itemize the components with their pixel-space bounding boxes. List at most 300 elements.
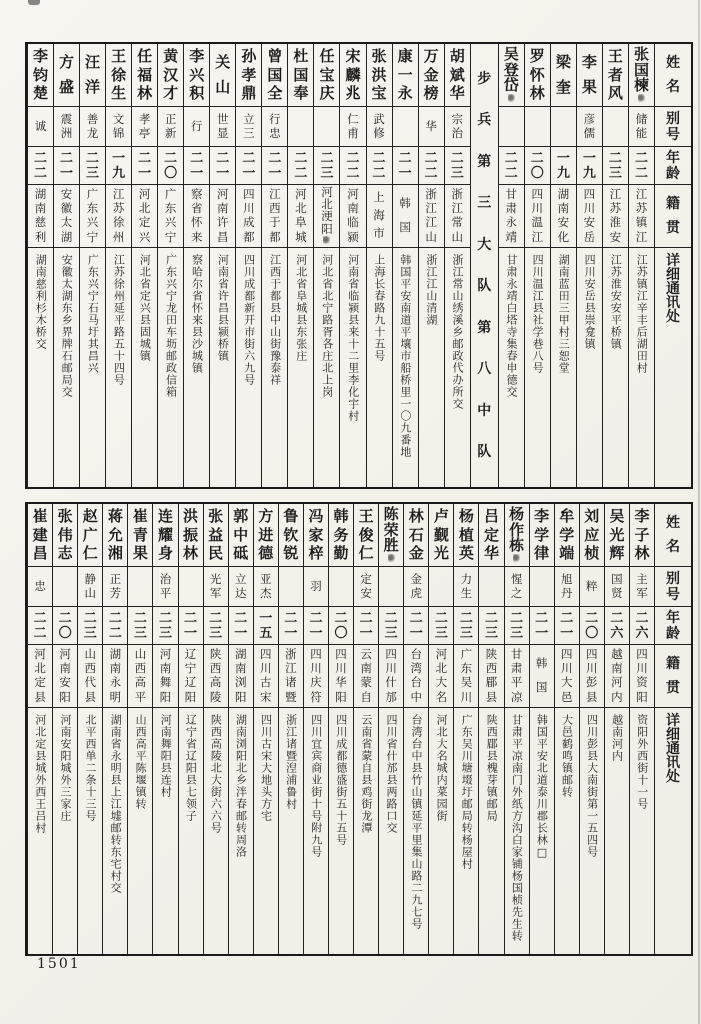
glyph: 代 xyxy=(84,675,96,690)
glyph: 锦 xyxy=(112,125,125,140)
glyph: 二 xyxy=(535,610,549,626)
glyph: 三 xyxy=(83,625,97,641)
glyph: 方 xyxy=(258,507,274,526)
glyph: 城 xyxy=(295,229,307,244)
glyph: 二 xyxy=(434,610,448,626)
glyph: 二 xyxy=(635,610,649,626)
glyph: 川 xyxy=(560,661,573,676)
glyph: 果 xyxy=(132,543,148,562)
person-name xyxy=(404,504,428,566)
glyph: 国 xyxy=(535,680,548,695)
person-column xyxy=(157,44,183,487)
person-name xyxy=(210,44,235,106)
glyph: 修 xyxy=(373,125,385,140)
glyph: 三 xyxy=(608,165,622,181)
person-alias xyxy=(479,566,503,606)
glyph: 二 xyxy=(450,150,464,166)
person-column xyxy=(554,504,579,954)
person-address-text: 广东吴川塘㙍圩邮局转杨屋村 xyxy=(460,714,474,870)
person-column xyxy=(579,504,604,954)
person-origin xyxy=(577,184,602,247)
glyph: 河 xyxy=(217,186,229,201)
glyph: 奉 xyxy=(293,83,309,102)
person-address-text: 河北省定兴县固城镇 xyxy=(138,254,152,362)
glyph: 二 xyxy=(610,610,624,626)
glyph: 利 xyxy=(34,229,47,244)
person-address xyxy=(630,707,654,954)
glyph: 建 xyxy=(32,525,48,544)
glyph: 县 xyxy=(586,689,598,704)
glyph: 山 xyxy=(425,229,437,244)
glyph: 达 xyxy=(234,585,247,600)
glyph: 处 xyxy=(666,769,680,785)
glyph: 李 xyxy=(634,507,650,526)
person-alias xyxy=(132,106,157,146)
person-address-text: 河北大名城内菜园街 xyxy=(435,714,449,822)
person-alias xyxy=(106,106,131,146)
glyph: 河 xyxy=(159,646,172,661)
person-alias xyxy=(329,566,353,606)
glyph: 湖 xyxy=(60,229,73,244)
person-alias xyxy=(236,106,261,146)
person-origin xyxy=(158,184,183,247)
roster-table-top xyxy=(25,42,693,489)
glyph: 诸 xyxy=(285,675,297,690)
person-address xyxy=(254,707,278,954)
person-age xyxy=(132,146,157,184)
glyph: 洪 xyxy=(371,65,387,84)
glyph: 高 xyxy=(209,675,222,690)
person-name xyxy=(262,44,287,106)
person-alias xyxy=(551,106,576,146)
person-address xyxy=(367,247,392,487)
glyph: 光 xyxy=(609,525,625,544)
glyph: 资 xyxy=(636,675,648,690)
glyph: 广 xyxy=(460,646,473,661)
person-name xyxy=(580,504,604,566)
glyph: 河 xyxy=(59,646,71,661)
glyph: 洲 xyxy=(60,125,73,140)
glyph: 王 xyxy=(358,507,374,526)
person-origin xyxy=(555,644,579,707)
glyph: 北 xyxy=(34,661,46,676)
glyph: 定 xyxy=(483,525,499,544)
glyph: 立 xyxy=(243,112,255,126)
person-origin xyxy=(153,644,177,707)
glyph: 西 xyxy=(209,661,222,676)
glyph: 贤 xyxy=(611,585,623,600)
glyph: 太 xyxy=(60,215,73,230)
glyph: 二 xyxy=(294,150,308,166)
glyph: 锐 xyxy=(283,543,299,562)
person-origin xyxy=(236,184,261,247)
glyph: 二 xyxy=(634,165,648,181)
glyph: 中 xyxy=(233,525,249,544)
person-column xyxy=(550,44,576,487)
person-column xyxy=(102,504,127,954)
person-alias xyxy=(445,106,470,146)
glyph: 淮 xyxy=(609,215,622,230)
glyph: 〇 xyxy=(530,165,544,181)
person-origin xyxy=(204,644,228,707)
person-column xyxy=(378,504,403,954)
glyph: 一 xyxy=(59,165,73,181)
glyph: 平 xyxy=(134,689,147,704)
glyph: 四 xyxy=(243,186,255,201)
person-name xyxy=(184,44,209,106)
person-address xyxy=(236,247,261,487)
glyph: 中 xyxy=(477,402,492,419)
glyph: 苏 xyxy=(635,201,648,216)
glyph: 二 xyxy=(504,165,518,181)
glyph: 定 xyxy=(360,572,372,586)
glyph: 山 xyxy=(84,646,96,661)
glyph: 孝 xyxy=(241,65,257,84)
glyph: 成 xyxy=(243,215,255,230)
glyph: 籍 xyxy=(666,195,680,212)
person-column xyxy=(178,504,203,954)
glyph: 忠 xyxy=(269,125,281,140)
glyph: 华 xyxy=(449,83,465,102)
glyph: 县 xyxy=(485,689,498,704)
person-column xyxy=(127,504,152,954)
person-origin xyxy=(419,184,444,247)
person-age xyxy=(314,146,339,184)
glyph: 四 xyxy=(310,646,322,661)
glyph: 河 xyxy=(295,186,307,201)
person-address-text: 北平西单二条十三号 xyxy=(84,714,98,822)
glyph: 孝 xyxy=(138,112,151,126)
glyph: 宋 xyxy=(260,689,272,704)
glyph: 苏 xyxy=(112,201,125,216)
person-name xyxy=(28,504,52,566)
person-age xyxy=(445,146,470,184)
glyph: 南 xyxy=(360,661,372,676)
glyph: 林 xyxy=(183,543,199,562)
glyph: 一 xyxy=(242,165,256,181)
glyph: 通 xyxy=(666,281,680,297)
glyph: 国 xyxy=(611,572,623,586)
person-name xyxy=(499,44,524,106)
glyph: 永 xyxy=(109,675,122,690)
glyph: 许 xyxy=(217,215,229,230)
person-name xyxy=(254,504,278,566)
person-age xyxy=(53,606,77,644)
glyph: 广 xyxy=(86,186,99,201)
glyph: 楚 xyxy=(32,83,48,102)
person-column xyxy=(313,44,339,487)
person-origin xyxy=(314,184,339,247)
glyph: 三 xyxy=(484,625,498,641)
person-column xyxy=(253,504,278,954)
person-age xyxy=(106,146,131,184)
annotation-mark xyxy=(323,236,330,245)
glyph: 诚 xyxy=(34,118,47,133)
person-address xyxy=(525,247,550,487)
header-alias xyxy=(655,106,691,146)
glyph: 立 xyxy=(234,572,247,586)
person-age xyxy=(329,606,353,644)
glyph: 之 xyxy=(510,585,523,600)
person-age xyxy=(525,146,550,184)
person-origin xyxy=(103,644,127,707)
page-number: 1501 xyxy=(37,956,81,972)
person-alias xyxy=(128,566,152,606)
person-age xyxy=(429,606,453,644)
glyph: 刘 xyxy=(584,507,600,526)
glyph: 山 xyxy=(215,77,231,96)
person-column xyxy=(27,504,52,954)
glyph: 川 xyxy=(460,689,473,704)
glyph: 一 xyxy=(535,625,549,641)
glyph: 云 xyxy=(360,646,372,661)
person-column xyxy=(604,504,629,954)
person-name xyxy=(629,44,654,106)
glyph: 安 xyxy=(609,229,622,244)
person-alias xyxy=(179,566,203,606)
person-address xyxy=(288,247,313,487)
glyph: 二 xyxy=(309,610,323,626)
glyph: 林 xyxy=(634,543,650,562)
glyph: 西 xyxy=(84,661,96,676)
person-age xyxy=(229,606,253,644)
glyph: 年 xyxy=(666,609,680,626)
person-origin xyxy=(28,184,53,247)
person-address-text: 江苏镇江辛丰后湖田村 xyxy=(635,254,649,374)
person-address-text: 河北省阜城县东张庄 xyxy=(294,254,308,362)
person-address-text: 广东兴宁龙田车坜邮政信箱 xyxy=(164,254,178,398)
glyph: 华 xyxy=(425,118,437,133)
glyph: 桢 xyxy=(584,543,600,562)
person-age xyxy=(254,606,278,644)
person-address xyxy=(28,707,52,954)
glyph: 辽 xyxy=(184,675,197,690)
person-address-text: 江苏淮安安平桥镇 xyxy=(609,254,623,350)
person-address xyxy=(530,707,554,954)
glyph: 宗 xyxy=(451,112,463,126)
glyph: 胜 xyxy=(383,536,399,555)
glyph: 震 xyxy=(60,112,73,126)
person-alias xyxy=(80,106,105,146)
person-column xyxy=(131,44,157,487)
glyph: 二 xyxy=(33,625,47,641)
glyph: 河 xyxy=(347,186,359,201)
person-origin xyxy=(379,644,403,707)
person-address-text: 四川成都德盛街五十五号 xyxy=(334,714,348,846)
glyph: 彭 xyxy=(586,675,598,690)
person-address-text: 山西高平陈堰镇转 xyxy=(134,714,148,810)
glyph: 都 xyxy=(243,229,255,244)
person-address xyxy=(132,247,157,487)
person-column xyxy=(366,44,392,487)
glyph: 肃 xyxy=(505,201,517,216)
glyph: 肃 xyxy=(510,661,523,676)
glyph: 第 xyxy=(477,319,492,336)
glyph: 二 xyxy=(216,150,230,166)
person-name xyxy=(179,504,203,566)
glyph: 北 xyxy=(321,197,333,212)
glyph: 俊 xyxy=(358,525,374,544)
glyph: 行 xyxy=(269,112,281,126)
glyph: 万 xyxy=(423,47,439,66)
person-address xyxy=(128,707,152,954)
glyph: 任 xyxy=(319,47,335,66)
person-alias xyxy=(603,106,628,146)
glyph: 名 xyxy=(666,539,680,555)
glyph: 平 xyxy=(510,675,523,690)
person-age xyxy=(499,146,524,184)
person-age xyxy=(179,606,203,644)
glyph: 一 xyxy=(309,625,323,641)
scan-blot-artifact xyxy=(28,0,40,5)
person-alias xyxy=(28,566,52,606)
person-origin xyxy=(128,644,152,707)
glyph: 江 xyxy=(425,215,437,230)
person-column xyxy=(235,44,261,487)
glyph: 新 xyxy=(164,125,177,140)
glyph: 华 xyxy=(483,543,499,562)
person-age xyxy=(577,146,602,184)
glyph: 一 xyxy=(234,625,248,641)
person-age xyxy=(530,606,554,644)
glyph: 阳 xyxy=(184,689,197,704)
person-address-text: 湖南省永明县上江墟邮转东宅村交 xyxy=(109,714,123,894)
person-address xyxy=(28,247,53,487)
glyph: 都 xyxy=(269,229,281,244)
person-column xyxy=(152,504,177,954)
person-origin xyxy=(304,644,328,707)
person-column xyxy=(602,44,628,487)
glyph: 讯 xyxy=(666,755,680,771)
glyph: 崔 xyxy=(32,507,48,526)
glyph: 温 xyxy=(531,215,544,230)
person-alias xyxy=(53,566,77,606)
person-age xyxy=(555,606,579,644)
person-address-text: 浙江诸暨湼浦鲁村 xyxy=(284,714,298,810)
person-origin xyxy=(479,644,503,707)
glyph: 二 xyxy=(33,150,47,166)
glyph: 显 xyxy=(217,125,229,140)
glyph: 一 xyxy=(284,625,298,641)
glyph: 能 xyxy=(635,125,648,140)
glyph: 临 xyxy=(347,215,359,230)
glyph: 河 xyxy=(435,646,448,661)
glyph: 阳 xyxy=(159,689,172,704)
person-address-text: 湖南慈利杉木桥交 xyxy=(34,254,48,350)
glyph: 江 xyxy=(425,201,437,216)
person-name xyxy=(158,44,183,106)
person-name xyxy=(279,504,303,566)
person-column xyxy=(524,44,550,487)
glyph: 于 xyxy=(269,215,281,230)
glyph: 韩 xyxy=(399,196,411,211)
glyph: 永 xyxy=(505,215,517,230)
glyph: 陕 xyxy=(209,646,222,661)
person-alias xyxy=(78,566,102,606)
person-name xyxy=(153,504,177,566)
glyph: 登 xyxy=(503,60,519,79)
person-address-text: 河南安阳城外三家庄 xyxy=(58,714,72,822)
glyph: 二 xyxy=(242,150,256,166)
glyph: 亭 xyxy=(138,125,151,140)
glyph: 步 xyxy=(477,70,492,87)
glyph: 辽 xyxy=(184,646,197,661)
person-age xyxy=(551,146,576,184)
person-name xyxy=(288,44,313,106)
person-address xyxy=(229,707,253,954)
person-alias xyxy=(525,106,550,146)
glyph: 常 xyxy=(451,215,463,230)
glyph: 讯 xyxy=(666,295,680,311)
glyph: 宁 xyxy=(184,661,197,676)
glyph: 四 xyxy=(583,186,596,201)
glyph: 详 xyxy=(666,713,680,729)
glyph: 家 xyxy=(308,525,324,544)
glyph: 者 xyxy=(607,65,623,84)
glyph: 胡 xyxy=(449,47,465,66)
glyph: 鼎 xyxy=(241,83,257,102)
person-address xyxy=(78,707,102,954)
person-address xyxy=(80,247,105,487)
glyph: 名 xyxy=(666,79,680,95)
person-name xyxy=(367,44,392,106)
glyph: 张 xyxy=(208,507,224,526)
glyph: 一 xyxy=(397,65,413,84)
person-name xyxy=(103,504,127,566)
glyph: 二 xyxy=(138,150,152,166)
person-age xyxy=(479,606,503,644)
person-address xyxy=(314,247,339,487)
person-alias xyxy=(204,566,228,606)
glyph: 〇 xyxy=(58,625,72,641)
person-name xyxy=(393,44,418,106)
person-origin xyxy=(603,184,628,247)
glyph: 二 xyxy=(372,150,386,166)
person-origin xyxy=(404,644,428,707)
glyph: 宝 xyxy=(371,83,387,102)
glyph: 三 xyxy=(133,625,147,641)
glyph: 赵 xyxy=(82,507,98,526)
glyph: 岳 xyxy=(583,229,596,244)
person-address-text: 辽宁省辽阳县七领子 xyxy=(184,714,198,822)
glyph: 别 xyxy=(666,110,680,127)
glyph: 善 xyxy=(86,112,99,126)
glyph: 一 xyxy=(216,165,230,181)
person-alias xyxy=(288,106,313,146)
glyph: 湖 xyxy=(234,646,247,661)
person-alias xyxy=(419,106,444,146)
glyph: 学 xyxy=(534,525,550,544)
person-address-text: 四川宜宾商业街十号附九号 xyxy=(309,714,323,858)
glyph: 川 xyxy=(636,661,648,676)
person-name xyxy=(505,504,529,566)
glyph: 律 xyxy=(534,543,550,562)
glyph: 川 xyxy=(243,201,255,216)
person-origin xyxy=(454,644,478,707)
person-address-text: 韩国平安北道泰川郡长林□ xyxy=(535,714,549,860)
person-address-text: 四川古宋大地头方宅 xyxy=(259,714,273,822)
glyph: 号 xyxy=(666,586,680,603)
glyph: 吕 xyxy=(483,507,499,526)
glyph: 张 xyxy=(633,44,649,63)
glyph: 二 xyxy=(424,165,438,181)
person-alias xyxy=(158,106,183,146)
glyph: 四 xyxy=(385,646,397,661)
person-column xyxy=(79,44,105,487)
person-age xyxy=(184,146,209,184)
person-origin xyxy=(429,644,453,707)
glyph: 二 xyxy=(398,150,412,166)
